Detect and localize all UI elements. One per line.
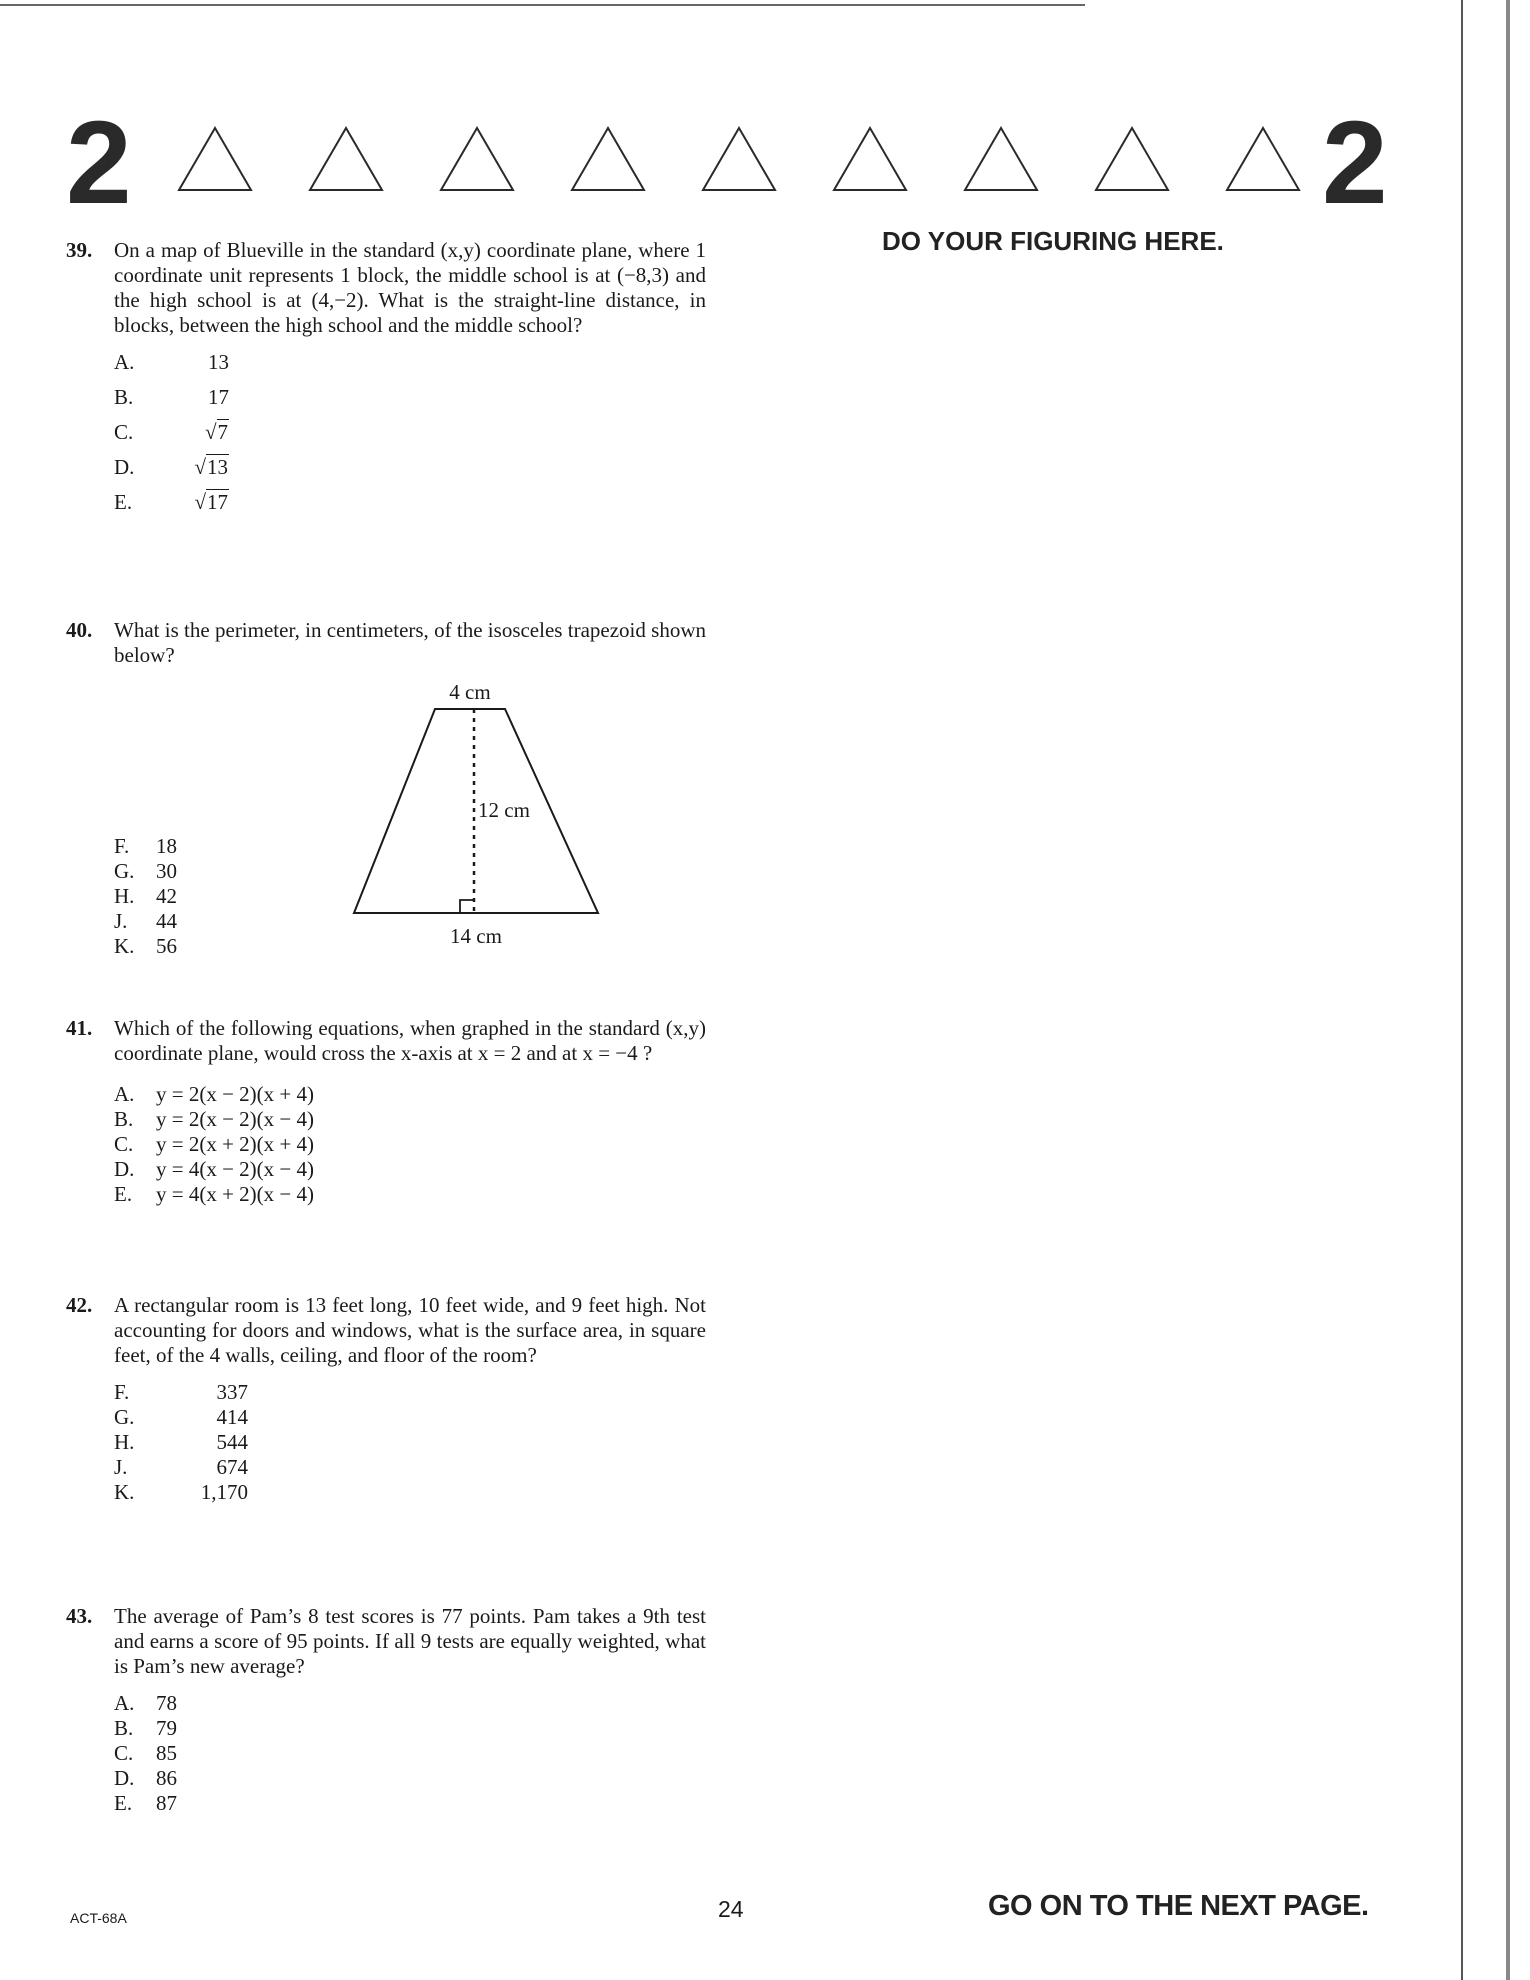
choice-letter: A.: [114, 1691, 135, 1715]
choice-value: 17: [208, 385, 229, 409]
question-text: The average of Pam’s 8 test scores is 77 points. Pam takes a 9th test and earns a score of 95 points. If all 9 tests are equally weighted, what is Pam’s new average?: [114, 1604, 706, 1678]
question-number: 40.: [66, 618, 93, 642]
choice-letter: B.: [114, 1716, 134, 1740]
answer-choice[interactable]: [114, 455, 706, 490]
choice-letter: F.: [114, 1380, 130, 1404]
section-number-left: 2: [66, 97, 132, 229]
triangle-icon: [176, 124, 254, 194]
question-41: [66, 1016, 706, 1207]
form-code: ACT-68A: [70, 1910, 127, 1926]
choice-letter: J.: [114, 1455, 128, 1479]
choice-letter: J.: [114, 909, 128, 933]
choice-letter: G.: [114, 1405, 135, 1429]
choice-letter: K.: [114, 1480, 135, 1504]
answer-choices: [114, 1691, 706, 1816]
radicand: 17: [207, 490, 228, 514]
choice-letter: H.: [114, 884, 135, 908]
radicand: 7: [217, 420, 228, 444]
figuring-label: DO YOUR FIGURING HERE.: [882, 226, 1224, 256]
answer-choices: [114, 1380, 706, 1505]
choice-value: 56: [156, 934, 177, 958]
answer-choice[interactable]: [114, 1182, 706, 1207]
choice-letter: C.: [114, 1132, 134, 1156]
choice-letter: H.: [114, 1430, 135, 1454]
choice-value: 30: [156, 859, 177, 883]
choice-letter: C.: [114, 420, 134, 444]
answer-choice[interactable]: [114, 1082, 706, 1107]
bottom-base-label: 14 cm: [450, 924, 502, 948]
choice-letter: A.: [114, 1082, 135, 1106]
question-number: 42.: [66, 1293, 93, 1317]
question-42: [66, 1293, 706, 1505]
right-angle-mark: [460, 900, 474, 913]
choice-value: 44: [156, 909, 177, 933]
choice-letter: C.: [114, 1741, 134, 1765]
question-39: [66, 238, 706, 525]
choice-letter: G.: [114, 859, 135, 883]
triangle-icon: [1093, 124, 1171, 194]
triangle-icon: [962, 124, 1040, 194]
triangle-row: [160, 124, 1300, 204]
triangle-icon: [307, 124, 385, 194]
choice-value: 18: [156, 834, 177, 858]
triangle-icon: [831, 124, 909, 194]
choice-value: 674: [216, 1455, 248, 1479]
triangle-icon: [569, 124, 647, 194]
question-text: What is the perimeter, in centimeters, of the isosceles trapezoid shown below?: [114, 618, 706, 667]
choice-value: y = 2(x − 2)(x − 4): [156, 1107, 315, 1131]
section-number-right: 2: [1322, 97, 1388, 229]
choice-value: 414: [216, 1405, 248, 1429]
question-number: 43.: [66, 1604, 93, 1628]
choice-letter: A.: [114, 350, 135, 374]
choice-value: 86: [156, 1766, 177, 1790]
answer-choice[interactable]: [114, 490, 706, 525]
choice-value: 85: [156, 1741, 177, 1765]
page-edge-shadow: [1506, 0, 1510, 1980]
answer-choice[interactable]: [114, 1380, 706, 1405]
answer-choice[interactable]: [114, 1480, 706, 1505]
answer-choice[interactable]: [114, 1791, 706, 1816]
sqrt-symbol: √7: [204, 420, 228, 444]
choice-value: y = 2(x − 2)(x + 4): [156, 1082, 315, 1106]
answer-choice[interactable]: [114, 1716, 706, 1741]
triangle-icon: [438, 124, 516, 194]
choice-value: 78: [156, 1691, 177, 1715]
question-number: 41.: [66, 1016, 93, 1040]
page-edge-line: [1461, 0, 1463, 1980]
choice-value: 13: [208, 350, 229, 374]
height-label: 12 cm: [478, 798, 530, 822]
answer-choice[interactable]: [114, 1691, 706, 1716]
answer-choice[interactable]: [114, 1405, 706, 1430]
answer-choice[interactable]: [114, 1766, 706, 1791]
answer-choices: [114, 1082, 706, 1207]
answer-choices: [114, 350, 706, 525]
answer-choice[interactable]: [114, 350, 706, 385]
question-number: 39.: [66, 238, 93, 262]
choice-letter: D.: [114, 1157, 135, 1181]
choice-letter: E.: [114, 1182, 133, 1206]
choice-value: [154, 490, 229, 515]
choice-letter: E.: [114, 1791, 133, 1815]
choice-letter: B.: [114, 385, 134, 409]
triangle-icon: [700, 124, 778, 194]
page-number: 24: [718, 1896, 744, 1922]
choice-letter: B.: [114, 1107, 134, 1131]
question-text: Which of the following equations, when graphed in the standard (x,y) coordinate plane, would cross the x-axis at x = 2 and at x = −4 ?: [114, 1016, 706, 1065]
sqrt-symbol: √17: [194, 490, 228, 514]
choice-value: 1,170: [200, 1480, 248, 1504]
answer-choice[interactable]: [114, 1132, 706, 1157]
choice-letter: F.: [114, 834, 130, 858]
choice-value: y = 4(x + 2)(x − 4): [156, 1182, 315, 1206]
radicand: 13: [207, 455, 228, 479]
choice-value: 87: [156, 1791, 177, 1815]
top-base-label: 4 cm: [449, 680, 491, 704]
question-text: On a map of Blueville in the standard (x,y) coordinate plane, where 1 coordinate unit represents 1 block, the middle school is at (−8,3) and the high school is at (4,−2). What is the straight-line distance, in blocks, between the high school and the middle school?: [114, 238, 706, 337]
choice-letter: D.: [114, 1766, 135, 1790]
next-page-label: GO ON TO THE NEXT PAGE.: [988, 1890, 1369, 1922]
sqrt-symbol: √13: [194, 455, 228, 479]
choice-value: [154, 420, 229, 445]
answer-choice[interactable]: [114, 1741, 706, 1766]
choice-value: y = 2(x + 2)(x + 4): [156, 1132, 315, 1156]
choice-value: 337: [216, 1380, 248, 1404]
answer-choice[interactable]: [114, 1455, 706, 1480]
choice-letter: K.: [114, 934, 135, 958]
choice-value: [154, 455, 229, 480]
answer-choice[interactable]: [114, 1430, 706, 1455]
answer-choice[interactable]: [114, 1107, 706, 1132]
answer-choice[interactable]: [114, 420, 706, 455]
trapezoid-shape: [354, 709, 598, 913]
answer-choice[interactable]: [114, 385, 706, 420]
choice-value: 79: [156, 1716, 177, 1740]
trapezoid-figure: [330, 675, 630, 950]
answer-choice[interactable]: [114, 1157, 706, 1182]
choice-value: y = 4(x − 2)(x − 4): [156, 1157, 315, 1181]
top-rule: [0, 4, 1085, 6]
question-43: [66, 1604, 706, 1816]
triangle-icon: [1224, 124, 1302, 194]
choice-value: 42: [156, 884, 177, 908]
choice-letter: E.: [114, 490, 133, 514]
question-text: A rectangular room is 13 feet long, 10 feet wide, and 9 feet high. Not accounting for doors and windows, what is the surface area, in square feet, of the 4 walls, ceiling, and floor of the room?: [114, 1293, 706, 1367]
choice-value: 544: [216, 1430, 248, 1454]
choice-letter: D.: [114, 455, 135, 479]
